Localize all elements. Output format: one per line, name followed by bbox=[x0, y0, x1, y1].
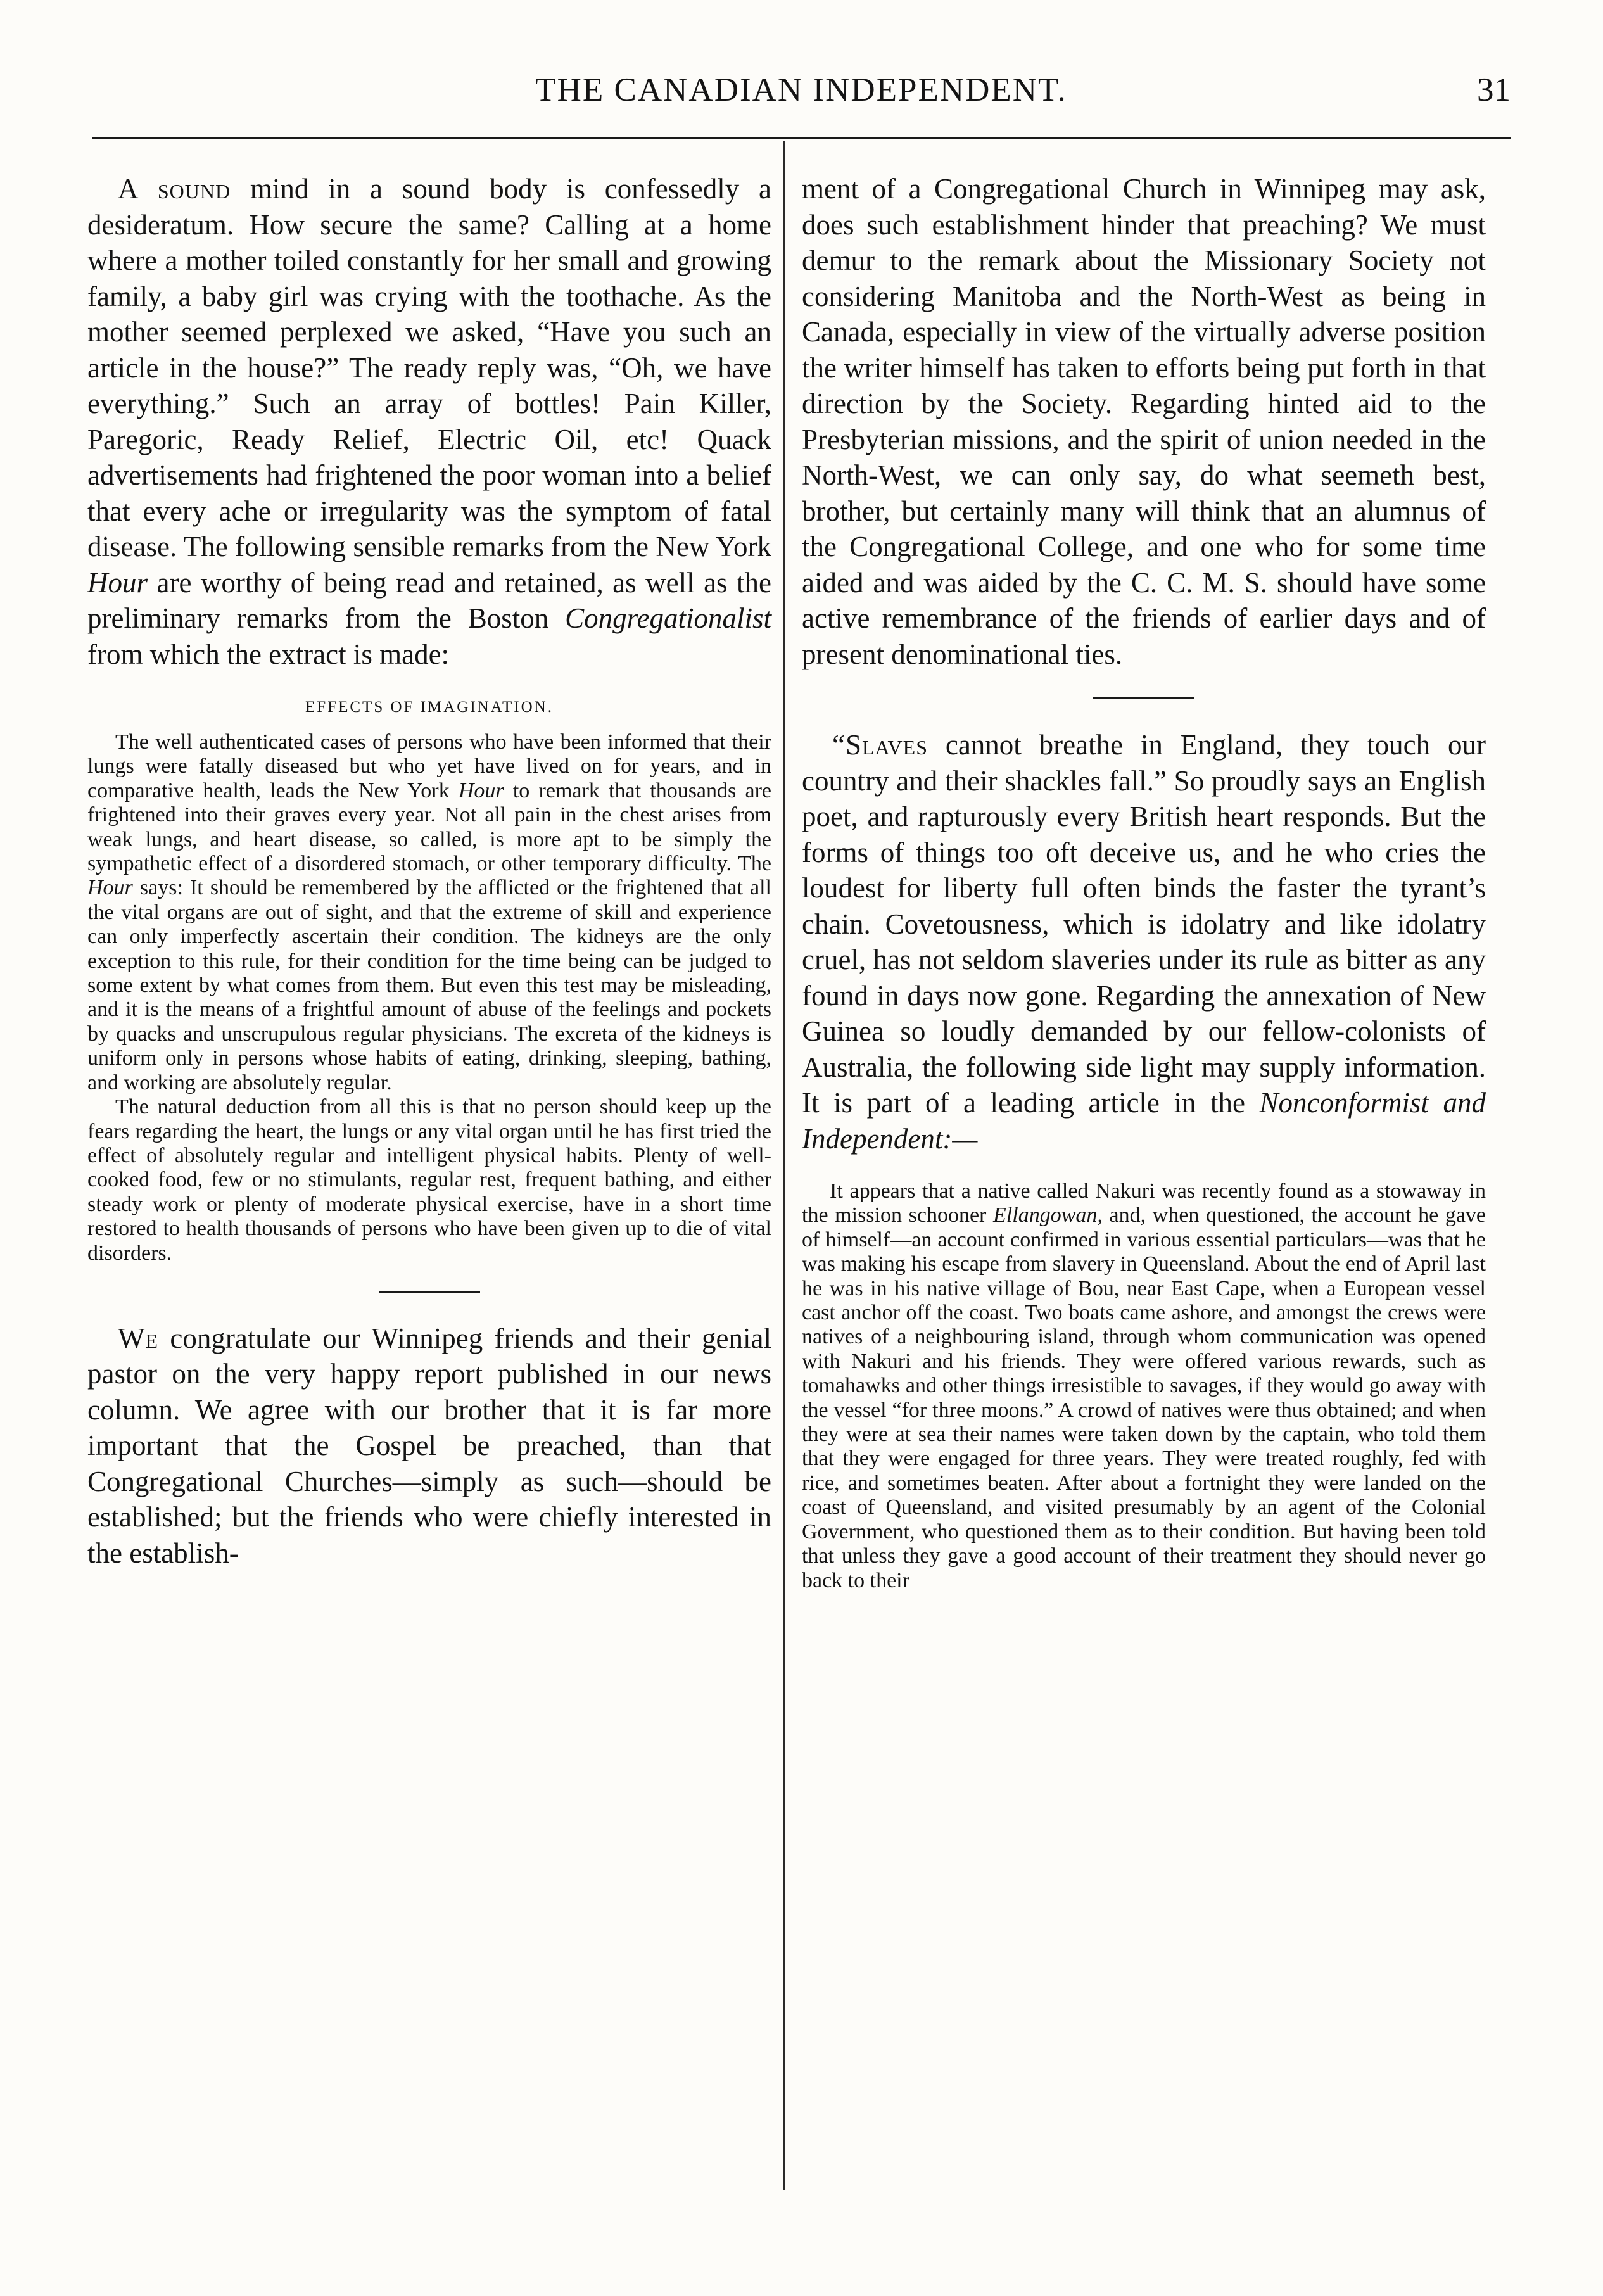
right-column bbox=[802, 171, 1486, 1593]
article-winnipeg-continued: ment of a Congregational Church in Winnipeg may ask, does such establishment hinder that preaching? We must demur to the remark about the Missionary Society not considering Manitoba and the North-West as being in Canada, especially in view of the virtually adverse position the writer himself has taken to efforts being put forth in that direction by the Society. Regarding hinted aid to the Presbyterian missions, and the spirit of union needed in the North-West, we can only say, do what seemeth best, brother, but certainly many will think that an alumnus of the Congregational College, and one who for some time aided and was aided by the C. C. M. S. should have some active remembrance of the friends of earlier days and of present denominational ties. bbox=[802, 173, 1486, 670]
lead-word: A sound bbox=[118, 173, 231, 205]
publication-title: THE CANADIAN INDEPENDENT. bbox=[535, 72, 1067, 108]
column-divider bbox=[783, 141, 785, 2190]
section-separator bbox=[379, 1291, 480, 1293]
article-slaves: “Slaves cannot breathe in England, they touch our country and their shackles fall.” So proudly says an English poet, and rapturously every British heart responds. But the forms of things too oft deceive us, and he who cries the loudest for liberty full often binds the faster the tyrant’s chain. Covetousness, which is idolatry and like idolatry cruel, has not seldom slaveries under its rule as bitter as any found in days now gone. Regarding the annexation of New Guinea so loudly demanded by our fellow-colonists of Australia, the following side light may supply information. It is part of a leading article in the Nonconformist and Independent:— bbox=[802, 729, 1486, 1155]
quoted-paragraph: The well authenticated cases of persons who have been informed that their lungs were fatally diseased but who yet have lived on for years, and in comparative health, leads the New York Hour to remark that thousands are frightened into their graves every year. Not all pain in the chest arises from weak lungs, and heart disease, so called, is more apt to be simply the sympathetic effect of a disordered stomach, or other temporary difficulty. The Hour says: It should be remembered by the afflicted or the frightened that all the vital organs are out of sight, and that the extreme of skill and experience can only imperfectly ascertain their condition. The kidneys are the only exception to this rule, for their condition for the time being can be judged to some extent by what comes from them. But even this test may be misleading, and it is the means of a frightful amount of abuse of the feelings and pockets by quacks and unscrupulous regular physicians. The excreta of the kidneys is uniform only in persons whose habits of eating, drinking, sleeping, bathing, and working are absolutely regular. bbox=[87, 730, 772, 1094]
section-separator bbox=[1093, 697, 1194, 699]
page-header bbox=[92, 67, 1511, 113]
quoted-paragraph-nakuri: It appears that a native called Nakuri was recently found as a stowaway in the mission schooner Ellangowan, and, when questioned, the account he gave of himself—an account confirmed in various essential particulars—was that he was making his escape from slavery in Queensland. About the end of April last he was in his native village of Bou, near East Cape, when a European vessel cast anchor off the coast. Two boats came ashore, and amongst the crews were natives of a neighbouring island, through whom communication was opened with Nakuri and his friends. They were offered various rewards, such as tomahawks and other things irresistible to savages, if they would go away with the vessel “for three moons.” A crowd of natives were thus obtained; and when they were at sea their names were taken down by the captain, who told them that they were engaged for three years. They were treated roughly, fed with rice, and sometimes beaten. After about a fortnight they were landed on the coast of Queensland, and visited presumably by an agent of the Colonial Government, who questioned them as to their condition. But having been told that unless they gave a good account of their treatment they should never go back to their bbox=[802, 1179, 1486, 1592]
article-sound-mind: A sound mind in a sound body is confessedly a desideratum. How secure the same? Calling at a home where a mother toiled constantly for her small and growing family, a baby girl was crying with the toothache. As the mother seemed perplexed we asked, “Have you such an article in the house?” The ready reply was, “Oh, we have everything.” Such an array of bottles! Pain Killer, Paregoric, Ready Relief, Electric Oil, etc! Quack advertisements had frightened the poor woman into a belief that every ache or irregularity was the symptom of fatal disease. The following sensible remarks from the New York Hour are worthy of being read and retained, as well as the preliminary remarks from the Boston Congregationalist from which the extract is made: bbox=[87, 173, 772, 670]
page-number: 31 bbox=[1477, 72, 1511, 108]
left-column bbox=[87, 171, 771, 1571]
article-winnipeg: We congratulate our Winnipeg friends and their genial pastor on the very happy report published in our news column. We agree with our brother that it is far more important that the Gospel be preached, than that Congregational Churches—simply as such—should be established; but the friends who were chiefly interested in the establish- bbox=[87, 1322, 771, 1569]
lead-word: “Slaves bbox=[832, 729, 928, 761]
quoted-paragraph: The natural deduction from all this is that no person should keep up the fears regarding the heart, the lungs or any vital organ until he has first tried the effect of absolutely regular and intelligent physical habits. Plenty of well-cooked food, few or no stimulants, regular rest, frequent bathing, and either steady work or plenty of moderate physical exercise, have in a short time restored to health thousands of persons who have been given up to die of vital disorders. bbox=[87, 1095, 771, 1265]
section-heading-effects-of-imagination: EFFECTS OF IMAGINATION. bbox=[305, 699, 554, 716]
header-rule bbox=[92, 137, 1511, 139]
lead-word: We bbox=[118, 1322, 159, 1354]
